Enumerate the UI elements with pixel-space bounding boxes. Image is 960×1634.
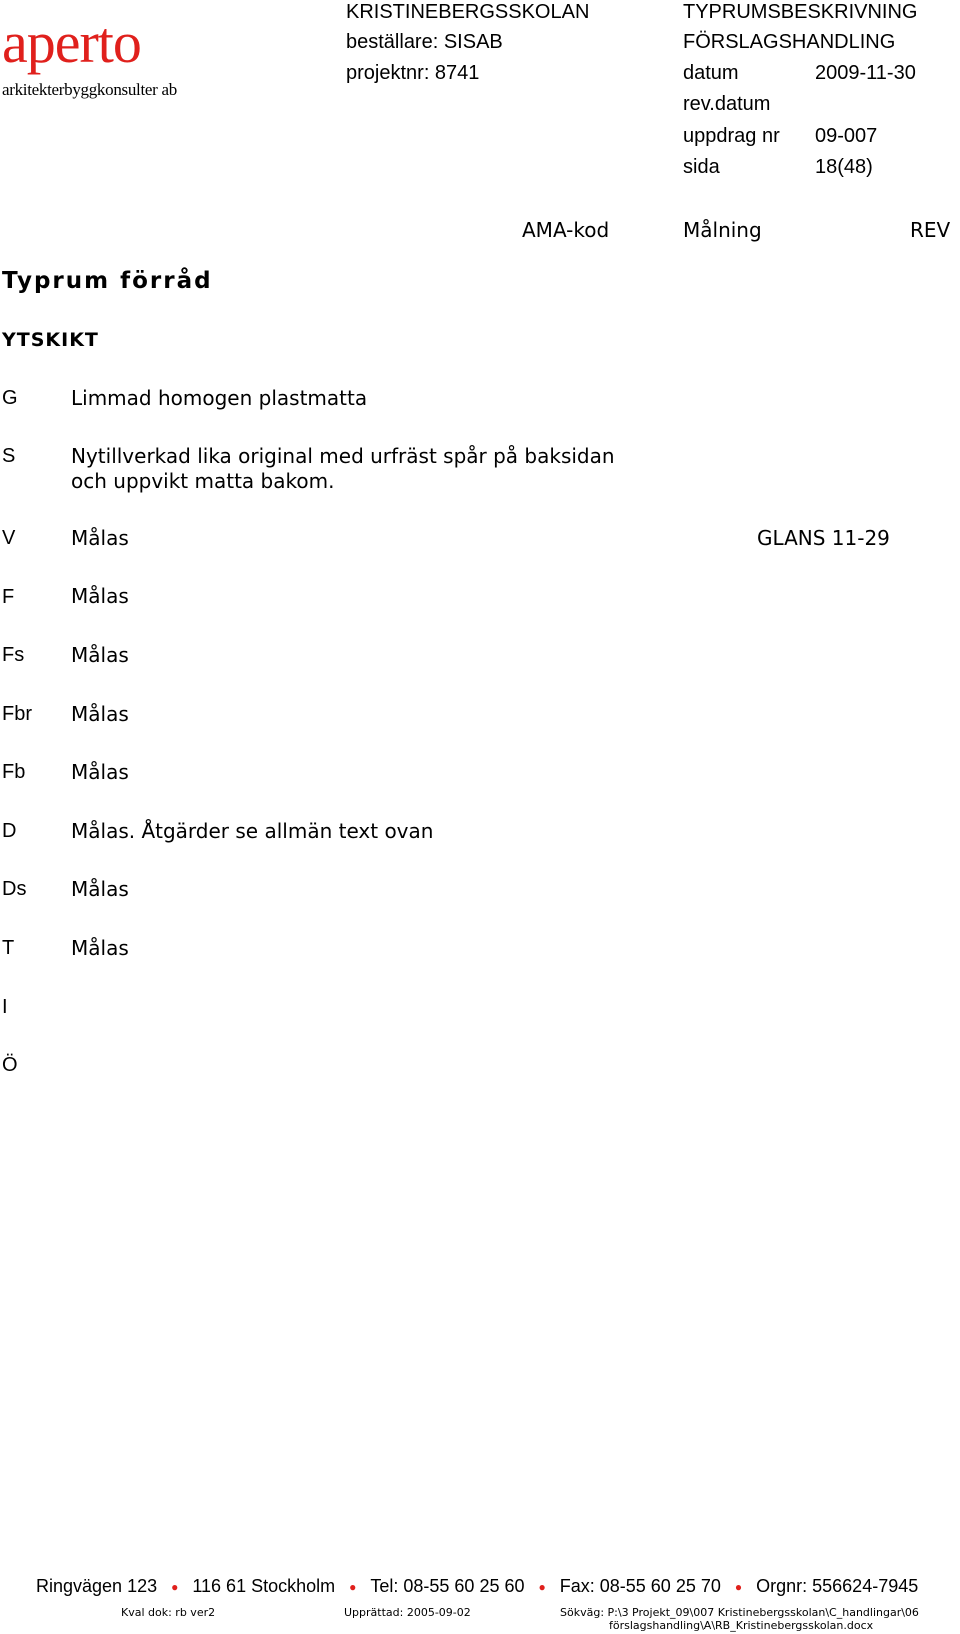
gloss-note: GLANS 11-29: [757, 526, 890, 550]
column-ama-code: AMA-kod: [522, 218, 610, 242]
room-type-title: Typrum förråd: [2, 268, 213, 294]
row-text: Målas. Åtgärder se allmän text ovan: [71, 819, 434, 843]
bullet-icon: ●: [734, 1579, 743, 1594]
footer-address: Ringvägen 123: [36, 1576, 158, 1596]
footer-path-line2: förslagshandling\A\RB_Kristinebergsskolan.docx: [609, 1619, 874, 1632]
bullet-icon: ●: [538, 1579, 546, 1594]
assignment-value: 09-007: [815, 125, 878, 147]
footer-path-line1: Sökväg: P:\3 Projekt_09\007 Kristinebergsskolan\C_handlingar\06: [560, 1606, 919, 1619]
school-name: KRISTINEBERGSSKOLAN: [346, 1, 590, 23]
row-text-continued: och uppvikt matta bakom.: [71, 469, 335, 493]
page-value: 18(48): [815, 156, 873, 178]
page-label: sida: [683, 156, 720, 178]
date-value: 2009-11-30: [815, 62, 916, 84]
footer-tel: Tel: 08-55 60 25 60: [370, 1576, 525, 1596]
bullet-icon: ●: [349, 1579, 357, 1594]
row-text: Målas: [71, 702, 129, 726]
row-code: Fbr: [2, 703, 32, 725]
footer-fax: Fax: 08-55 60 25 70: [559, 1576, 721, 1596]
row-code: Ö: [2, 1054, 18, 1076]
row-text: Målas: [71, 760, 129, 784]
row-text: Målas: [71, 936, 129, 960]
row-code: F: [2, 586, 15, 608]
row-text: Målas: [71, 526, 129, 550]
bullet-icon: ●: [171, 1579, 179, 1594]
row-text: Målas: [71, 643, 129, 667]
row-code: Ds: [2, 878, 27, 900]
assignment-label: uppdrag nr: [683, 125, 780, 147]
row-text: Målas: [71, 584, 129, 608]
row-code: D: [2, 820, 17, 842]
row-text: Nytillverkad lika original med urfräst spår på baksidan: [71, 444, 615, 468]
orderer: beställare: SISAB: [346, 31, 503, 53]
logo-tagline: arkitekterbyggkonsulter ab: [2, 80, 177, 99]
footer-quality-doc: Kval dok: rb ver2: [121, 1606, 216, 1619]
footer-postal: 116 61 Stockholm: [192, 1576, 336, 1596]
aperto-logo: aperto: [2, 10, 141, 75]
row-code: S: [2, 445, 16, 467]
row-text: Limmad homogen plastmatta: [71, 386, 368, 410]
column-topic: Målning: [683, 218, 762, 242]
project-number: projektnr: 8741: [346, 62, 480, 84]
row-code: V: [2, 527, 16, 549]
row-code: I: [2, 996, 8, 1018]
column-rev: REV: [910, 218, 951, 242]
row-text: Målas: [71, 877, 129, 901]
footer-created: Upprättad: 2005-09-02: [344, 1606, 471, 1619]
rev-date-label: rev.datum: [683, 93, 771, 115]
row-code: G: [2, 387, 18, 409]
row-code: T: [2, 937, 15, 959]
document-type: TYPRUMSBESKRIVNING: [683, 1, 918, 23]
document-stage: FÖRSLAGSHANDLING: [683, 31, 896, 53]
section-heading: YTSKIKT: [2, 329, 99, 351]
date-label: datum: [683, 62, 739, 84]
row-code: Fb: [2, 761, 26, 783]
row-code: Fs: [2, 644, 25, 666]
footer-contact: [36, 1576, 960, 1597]
footer-orgnr: Orgnr: 556624-7945: [756, 1576, 919, 1596]
